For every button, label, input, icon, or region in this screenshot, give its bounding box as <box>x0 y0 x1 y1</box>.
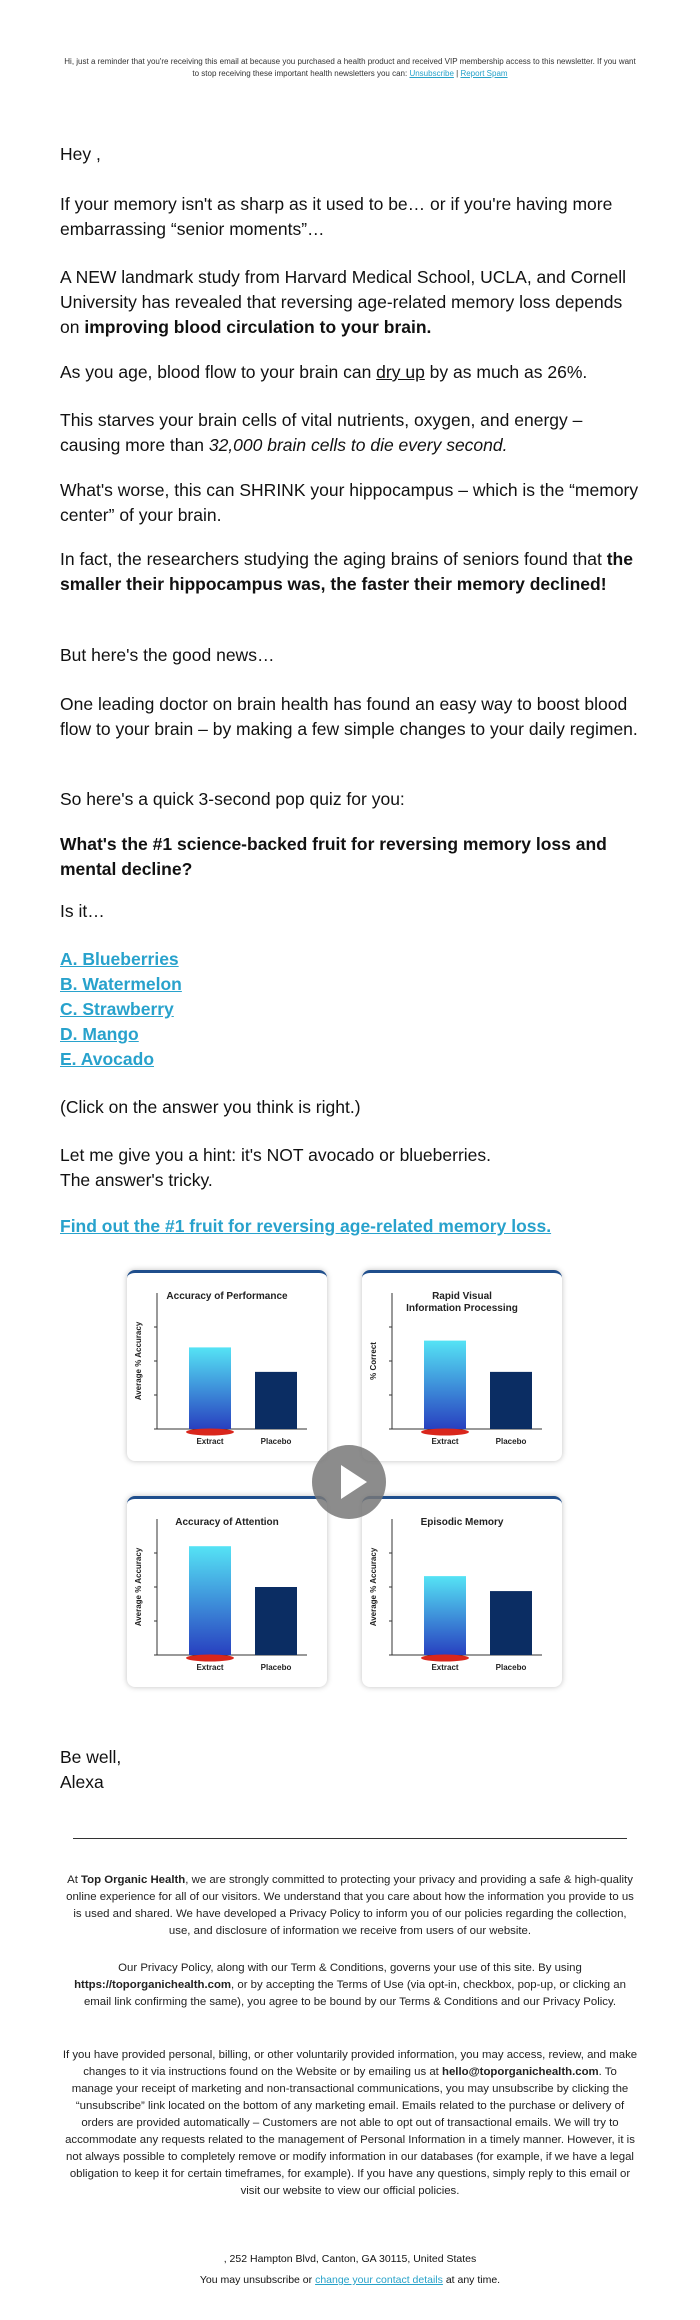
extract-highlight-mark <box>186 1655 234 1662</box>
chart-title: Rapid Visual <box>432 1291 492 1302</box>
study-text: A NEW landmark study from Harvard Medical School, UCLA, and Cornell University has revealed that reversing age-related memory loss depends on <box>60 267 627 337</box>
category-label: Placebo <box>495 1437 527 1446</box>
answer-mango[interactable]: D. Mango <box>60 1024 139 1044</box>
footer-p1-a: At <box>67 1874 82 1886</box>
preheader-text: Hi, just a reminder that you're receiving this email at because you purchased a health product and received VIP membership access to this newsletter. If you want to stop receiving these important health newsletters you can: <box>64 57 636 78</box>
chart-panel-visual-processing <box>362 1270 562 1461</box>
quiz-question: What's the #1 science-backed fruit for reversing memory loss and mental decline? <box>60 834 607 879</box>
footer-unsubscribe-line <box>62 2272 638 2288</box>
chart-title: Information Processing <box>406 1303 518 1314</box>
paragraph-blood-flow <box>60 360 640 385</box>
footer-address: , 252 Hampton Blvd, Canton, GA 30115, United States <box>223 2253 477 2265</box>
y-axis-label: Average % Accuracy <box>134 1547 143 1627</box>
category-label: Placebo <box>495 1663 527 1672</box>
footer-p2-b: , or by accepting the Terms of Use (via opt-in, checkbox, pop-up, or clicking an email link confirming the same), you agree to be bound by our Terms & Conditions and our Privacy Policy. <box>83 1979 626 2008</box>
paragraph-quiz-intro: So here's a quick 3-second pop quiz for you: <box>60 789 405 809</box>
paragraph-starves <box>60 408 640 458</box>
answer-watermelon[interactable]: B. Watermelon <box>60 974 182 994</box>
hint-line-2: The answer's tricky. <box>60 1170 213 1190</box>
footer-brand: Top Organic Health <box>81 1874 186 1886</box>
footer-divider <box>73 1838 627 1839</box>
answer-blueberries[interactable]: A. Blueberries <box>60 949 179 969</box>
chart-panel-episodic-memory <box>362 1496 562 1687</box>
footer-terms <box>62 1960 638 2011</box>
answer-strawberry[interactable]: C. Strawberry <box>60 999 174 1019</box>
report-spam-link[interactable]: Report Spam <box>460 69 508 78</box>
play-button-icon[interactable] <box>312 1445 386 1519</box>
category-label: Placebo <box>260 1663 292 1672</box>
category-label: Extract <box>431 1663 459 1672</box>
y-axis-label: % Correct <box>369 1342 378 1380</box>
bar-extract <box>189 1546 231 1655</box>
starves-text: This starves your brain cells of vital nutrients, oxygen, and energy – causing more than <box>60 410 583 455</box>
hint-line-1: Let me give you a hint: it's NOT avocado or blueberries. <box>60 1145 492 1165</box>
answer-list <box>60 947 640 1072</box>
footer-email: hello@toporganichealth.com <box>441 2066 599 2078</box>
paragraph-memory: If your memory isn't as sharp as it used to be… or if you're having more embarrassing “senior moments”… <box>60 194 613 239</box>
paragraph-study <box>60 265 640 340</box>
blood-flow-text: As you age, blood flow to your brain can <box>60 362 377 382</box>
chart-title: Accuracy of Attention <box>175 1517 279 1528</box>
cta-paragraph <box>60 1214 640 1239</box>
chart-panel-performance <box>127 1270 327 1461</box>
footer-p3-a: If you have provided personal, billing, or other voluntarily provided information, you may access, review, and make changes to it via instructions found on the Website or by emailing us at <box>62 2049 638 2078</box>
footer-site-url: https://toporganichealth.com <box>74 1979 232 1991</box>
extract-highlight-mark <box>186 1429 234 1436</box>
bar-placebo <box>490 1591 532 1655</box>
unsubscribe-link[interactable]: Unsubscribe <box>409 69 454 78</box>
greeting: Hey , <box>60 144 101 164</box>
bar-extract <box>424 1576 466 1655</box>
chart-svg-0 <box>127 1273 327 1461</box>
paragraph-doctor: One leading doctor on brain health has found an easy way to boost blood flow to your brain – by making a few simple changes to your daily regimen. <box>60 694 638 739</box>
answer-avocado[interactable]: E. Avocado <box>60 1049 155 1069</box>
chart-panel-attention <box>127 1496 327 1687</box>
bar-placebo <box>490 1372 532 1429</box>
footer-personal-info <box>62 2047 638 2200</box>
footer-p2-a: Our Privacy Policy, along with our Term & Conditions, governs your use of this site. By using <box>118 1962 582 1974</box>
category-label: Extract <box>196 1663 224 1672</box>
paragraph-good-news: But here's the good news… <box>60 645 275 665</box>
researchers-bold: the smaller their hippocampus was, the faster their memory declined! <box>60 549 633 594</box>
paragraph-hint <box>60 1143 640 1193</box>
bar-placebo <box>255 1587 297 1655</box>
preheader-separator: | <box>453 69 461 78</box>
bar-placebo <box>255 1372 297 1429</box>
footer-p1-b: , we are strongly committed to protecting your privacy and providing a safe & high-quality online experience for all of our visitors. We understand that you care about how the information you provide to us is used and shared. We have developed a Privacy Policy to inform you of our policies regarding the collection, use, and disclosure of information we receive from users of our website. <box>66 1874 634 1937</box>
signoff <box>60 1745 640 1795</box>
y-axis-label: Average % Accuracy <box>369 1547 378 1627</box>
paragraph-researchers <box>60 547 640 597</box>
researchers-text: In fact, the researchers studying the aging brains of seniors found that <box>60 549 607 569</box>
chart-svg-3 <box>362 1499 562 1687</box>
blood-flow-underline: dry up <box>376 362 425 382</box>
change-contact-details-link[interactable]: change your contact details <box>315 2274 443 2286</box>
preheader <box>60 56 640 80</box>
category-label: Extract <box>431 1437 459 1446</box>
footer-unsub-b: at any time. <box>442 2274 501 2286</box>
paragraph-hippocampus: What's worse, this can SHRINK your hippocampus – which is the “memory center” of your brain. <box>60 480 639 525</box>
starves-italic: 32,000 brain cells to die every second. <box>208 435 508 455</box>
extract-highlight-mark <box>421 1655 469 1662</box>
video-thumbnail[interactable] <box>127 1270 574 1694</box>
footer-unsub-a: You may unsubscribe or <box>199 2274 316 2286</box>
extract-highlight-mark <box>421 1429 469 1436</box>
footer-p3-b: . To manage your receipt of marketing and non-transactional communications, you may unsubscribe by clicking the “unsubscribe” link located on the bottom of any marketing email. Emails related to the purchase or delivery of orders are provided automatically – Customers are not able to opt out of transactional emails. We will try to accommodate any requests related to the management of Personal Information in a timely manner. However, it is not always possible to completely remove or modify information in our databases (for example, if we have a legal obligation to keep it for certain timeframes, for example). If you have any questions, simply reply to this email or visit our website to view our official policies. <box>65 2066 635 2197</box>
paragraph-click-note: (Click on the answer you think is right.) <box>60 1097 361 1117</box>
blood-flow-end: by as much as 26%. <box>424 362 588 382</box>
chart-title: Accuracy of Performance <box>166 1291 288 1302</box>
paragraph-is-it: Is it… <box>60 901 105 921</box>
chart-svg-1 <box>362 1273 562 1461</box>
signoff-line-1: Be well, <box>60 1747 122 1767</box>
y-axis-label: Average % Accuracy <box>134 1321 143 1401</box>
category-label: Extract <box>196 1437 224 1446</box>
bar-extract <box>424 1341 466 1429</box>
footer-privacy-intro <box>62 1872 638 1940</box>
signoff-name: Alexa <box>60 1772 104 1792</box>
chart-svg-2 <box>127 1499 327 1687</box>
bar-extract <box>189 1347 231 1429</box>
chart-title: Episodic Memory <box>420 1517 504 1528</box>
cta-link[interactable]: Find out the #1 fruit for reversing age-related memory loss. <box>60 1216 552 1236</box>
category-label: Placebo <box>260 1437 292 1446</box>
study-bold: improving blood circulation to your brain. <box>84 317 432 337</box>
